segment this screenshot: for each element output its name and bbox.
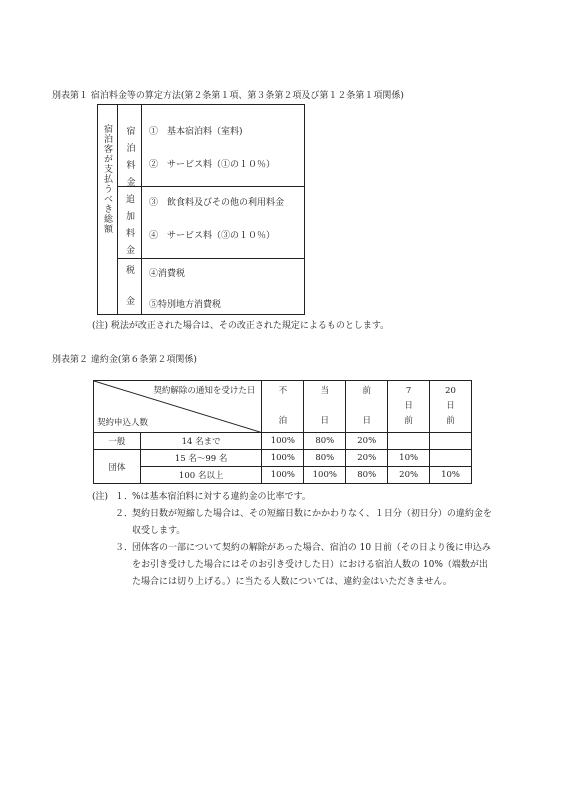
item-1: ① 基本宿泊料（室料) <box>149 127 243 137</box>
title-table2: 別表第２ 違約金(第６条第２項関係) <box>52 355 197 365</box>
cell: 100% <box>262 450 304 467</box>
note-1-text: %は基本宿泊料に対する違約金の比率です。 <box>132 492 311 502</box>
group-label-tax: 税金 <box>124 265 134 327</box>
col-header-7-days: 7 日 前 <box>388 381 430 433</box>
group-label-lodging: 宿泊料金 <box>124 126 135 194</box>
col-header-same-day: 当 日 <box>304 381 346 433</box>
diagonal-header <box>94 381 262 433</box>
note-1-num: １． <box>115 492 134 502</box>
item-3: ③ 飲食料及びその他の利用料金 <box>149 198 285 208</box>
item-local-tax: ⑤特別地方消費税 <box>149 300 222 310</box>
cell: 100% <box>262 433 304 450</box>
row-group-party: 団体 <box>94 450 141 484</box>
note-2-text: 契約日数が短縮した場合は、その短縮日数にかかわりなく、１日分（初日分）の違約金を <box>132 509 492 519</box>
note-2-text: 収受します。 <box>132 526 186 536</box>
item-2: ② サービス料（①の１０％） <box>149 160 276 170</box>
note-3-text: をお引き受けした場合にはそのお引き受けした日）における宿泊人数の 10%（端数が出 <box>132 560 488 570</box>
cell: 80% <box>304 450 346 467</box>
note-3-text: 団体客の一部について契約の解除があった場合、宿泊の 10 日前（その日より後に申込み <box>132 543 491 553</box>
note-3-num: ３． <box>115 543 134 553</box>
cell <box>430 433 472 450</box>
row-count: 14 名まで <box>140 433 262 450</box>
note-2-num: ２． <box>115 509 134 519</box>
group-label-extra: 追加料金 <box>124 194 134 262</box>
row-count: 100 名以上 <box>140 467 262 484</box>
table-row <box>94 467 472 484</box>
col-header-20-days: 20 日 前 <box>430 381 472 433</box>
cell: 100% <box>304 467 346 484</box>
cell <box>388 433 430 450</box>
item-consumption-tax: ④消費税 <box>149 269 186 279</box>
item-4: ④ サービス料（③の１０％） <box>149 231 276 241</box>
table-row <box>94 450 472 467</box>
penalty-table <box>93 380 472 484</box>
notes-head: (注) <box>92 492 109 502</box>
cell: 10% <box>430 467 472 484</box>
note-3-text: た場合には切り上げる。）に当たる人数については、違約金はいただきません。 <box>132 577 452 587</box>
cell: 100% <box>262 467 304 484</box>
cell: 10% <box>388 450 430 467</box>
diag-top-label: 契約解除の通知を受けた日 <box>153 386 256 396</box>
row-count: 15 名〜99 名 <box>140 450 262 467</box>
col-header-stay-day: 不 泊 <box>262 381 304 433</box>
total-amount-vertical-header: 宿泊客が支払うべき総額 <box>102 124 112 234</box>
title-table1: 別表第１ 宿泊料金等の算定方法(第２条第１項、第３条第２項及び第１２条第１項関係) <box>52 91 404 101</box>
table-row <box>94 433 472 450</box>
cell: 80% <box>346 467 388 484</box>
cell: 20% <box>346 433 388 450</box>
cell: 20% <box>388 467 430 484</box>
note-table1: (注) 税法が改正された場合は、その改正された規定によるものとします。 <box>92 321 390 331</box>
diag-bottom-label: 契約申込人数 <box>97 418 149 428</box>
cell: 80% <box>304 433 346 450</box>
cell <box>430 450 472 467</box>
cell: 20% <box>346 450 388 467</box>
row-group-general: 一般 <box>94 433 141 450</box>
col-header-previous-day: 前 日 <box>346 381 388 433</box>
